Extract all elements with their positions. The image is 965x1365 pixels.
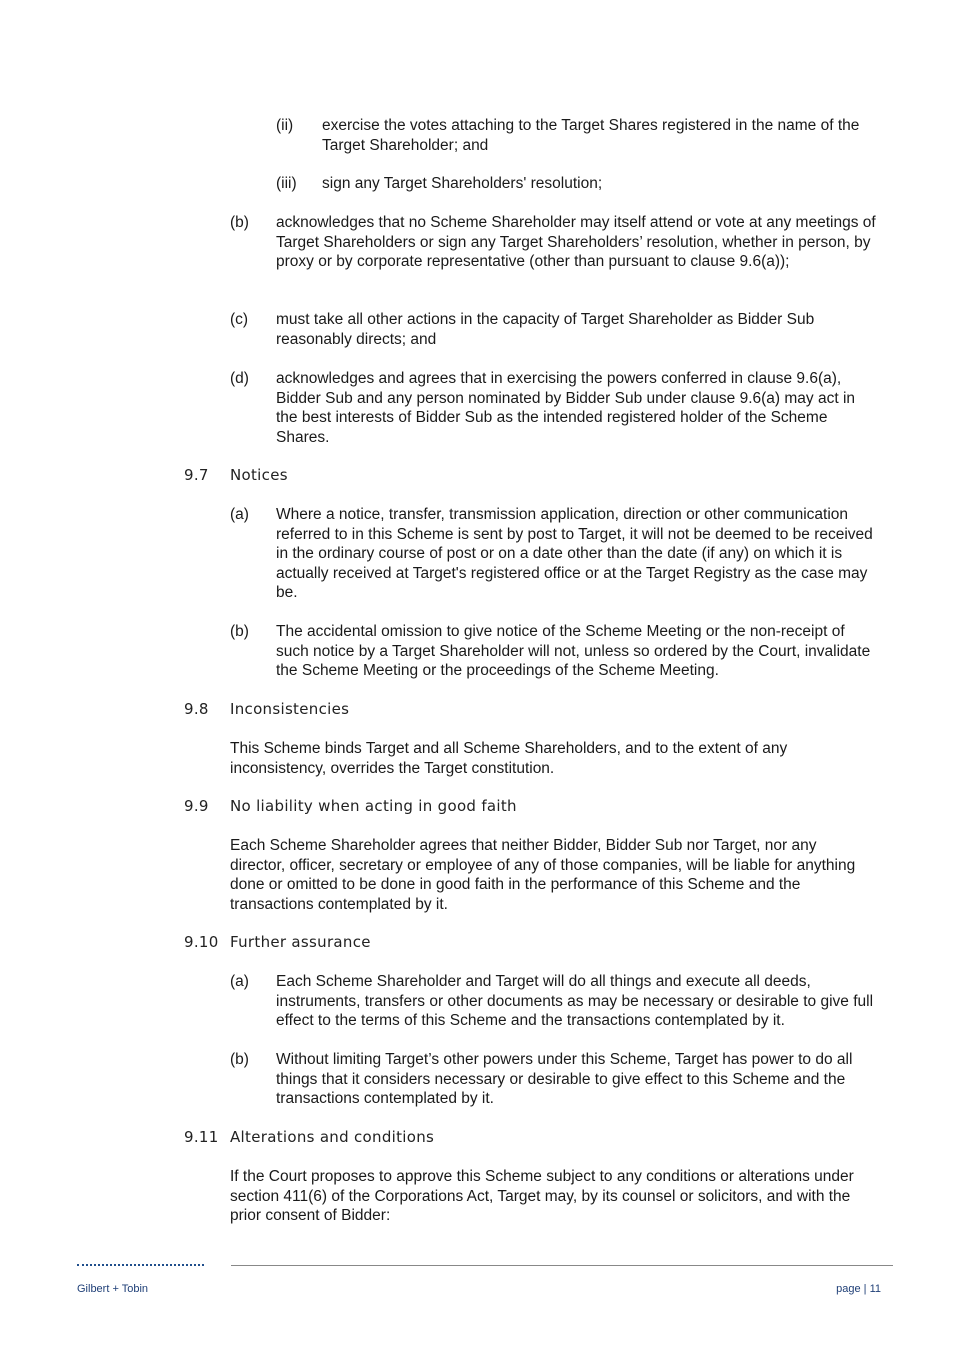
footer-rule xyxy=(231,1265,893,1266)
section-heading: Alterations and conditions xyxy=(230,1128,435,1146)
item-number: (b) xyxy=(230,1051,249,1068)
section-number: 9.10 xyxy=(184,933,219,951)
item-text: sign any Target Shareholders' resolution; xyxy=(322,175,603,192)
item-text: acknowledges that no Scheme Shareholder may itself attend or vote at any meetings of Target Shareholders or sign any Target Shareholders’ resolution, whether in person, by proxy or by corporate representative (other than pursuant to clause 9.6(a)); xyxy=(276,214,876,271)
item-number: (d) xyxy=(230,370,249,387)
section-heading: Inconsistencies xyxy=(230,700,350,718)
item-number: (iii) xyxy=(276,175,297,192)
item-text: Where a notice, transfer, transmission application, direction or other communication referred to in this Scheme is sent by post to Target, it will not be deemed to be received in the ordinary course of post or on a date other than the date (if any) on which it is actually received at Target's registered office or at the Target Registry as the case may be. xyxy=(276,506,873,602)
item-number: (a) xyxy=(230,973,249,990)
item-text: acknowledges and agrees that in exercising the powers conferred in clause 9.6(a), Bidder Sub and any person nominated by Bidder Sub under clause 9.6(a) may act in the best interests of Bidder Sub as the intended registered holder of the Scheme Shares. xyxy=(276,370,856,446)
item-text: Each Scheme Shareholder and Target will do all things and execute all deeds, instruments, transfers or other documents as may be necessary or desirable to give full effect to the terms of this Scheme and the transactions contemplated by it. xyxy=(276,973,874,1030)
section-body: Each Scheme Shareholder agrees that neither Bidder, Bidder Sub nor Target, nor any director, officer, secretary or employee of any of those companies, will be liable for anything done or omitted to be done in good faith in the performance of this Scheme and the transactions contemplated by it. xyxy=(230,837,856,913)
item-text: exercise the votes attaching to the Target Shares registered in the name of the Target Shareholder; and xyxy=(322,117,860,154)
item-number: (b) xyxy=(230,623,249,640)
section-number: 9.9 xyxy=(184,797,209,815)
item-text: must take all other actions in the capacity of Target Shareholder as Bidder Sub reasonably directs; and xyxy=(276,311,815,348)
item-number: (ii) xyxy=(276,117,294,134)
section-number: 9.7 xyxy=(184,466,209,484)
footer-firm-name: Gilbert + Tobin xyxy=(77,1283,149,1295)
section-heading: Further assurance xyxy=(230,933,371,951)
section-body: This Scheme binds Target and all Scheme Shareholders, and to the extent of any inconsistency, overrides the Target constitution. xyxy=(230,740,788,777)
section-number: 9.11 xyxy=(184,1128,219,1146)
section-number: 9.8 xyxy=(184,700,209,718)
footer-dotted-rule xyxy=(77,1264,204,1266)
item-text: The accidental omission to give notice of the Scheme Meeting or the non-receipt of such notice by a Target Shareholder will not, unless so ordered by the Court, invalidate the Scheme Meeting or the proceedings of the Scheme Meeting. xyxy=(276,623,871,680)
section-heading: Notices xyxy=(230,466,288,484)
section-body: If the Court proposes to approve this Scheme subject to any conditions or alterations under section 411(6) of the Corporations Act, Target may, by its counsel or solicitors, and with the prior consent of Bidder: xyxy=(230,1168,854,1225)
item-text: Without limiting Target’s other powers under this Scheme, Target has power to do all things that it considers necessary or desirable to give effect to this Scheme and the transactions contemplated by it. xyxy=(276,1051,853,1108)
item-number: (c) xyxy=(230,311,249,328)
item-number: (a) xyxy=(230,506,249,523)
section-heading: No liability when acting in good faith xyxy=(230,797,517,815)
item-number: (b) xyxy=(230,214,249,231)
page-number: page | 11 xyxy=(836,1283,881,1295)
